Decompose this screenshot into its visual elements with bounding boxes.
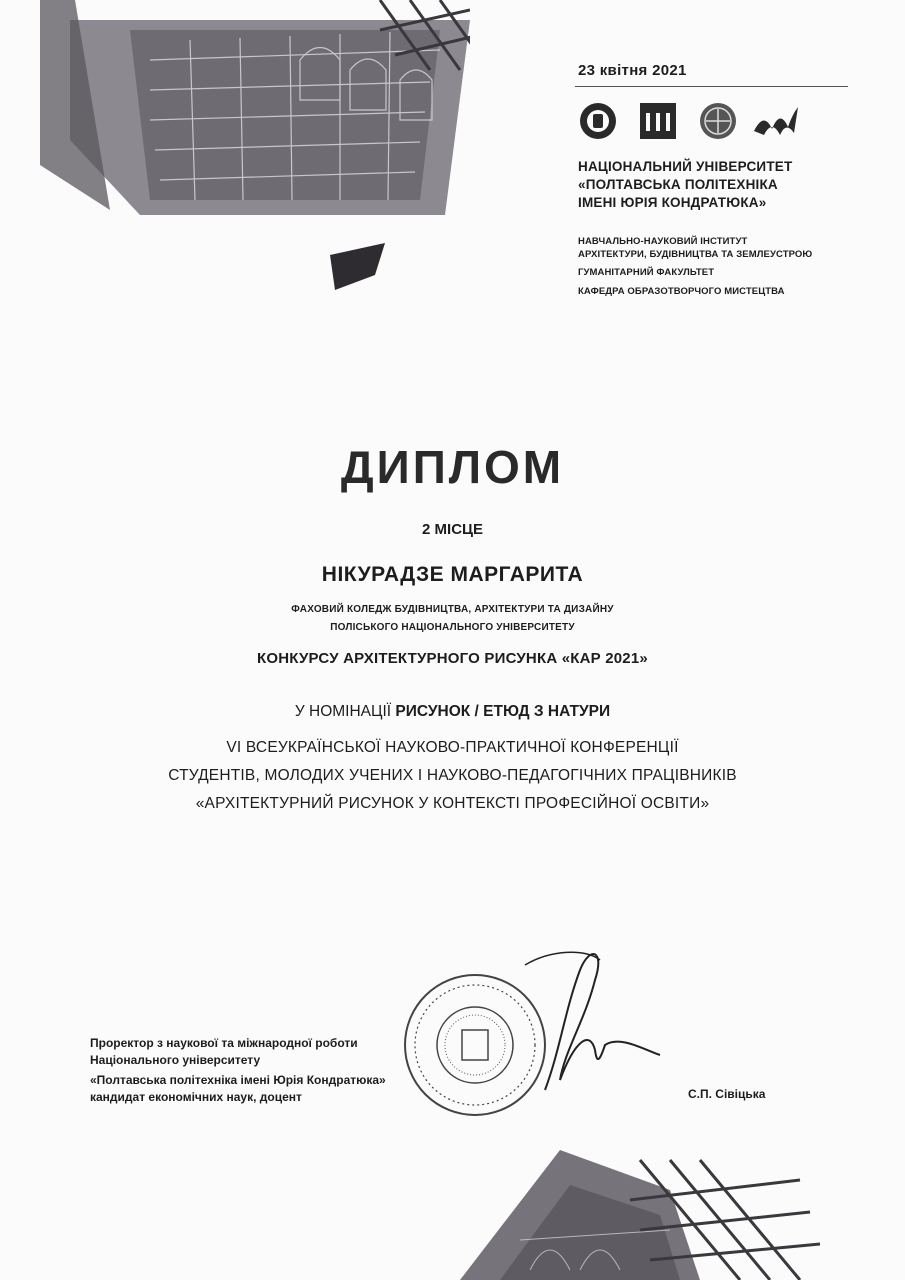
signature-mark bbox=[505, 940, 665, 1100]
institution-line-2: ПОЛІСЬКОГО НАЦІОНАЛЬНОГО УНІВЕРСИТЕТУ bbox=[330, 622, 575, 633]
date-divider bbox=[575, 86, 848, 87]
institute-line-2: АРХІТЕКТУРИ, БУДІВНИЦТВА ТА ЗЕМЛЕУСТРОЮ bbox=[578, 249, 813, 260]
faculty-name: ГУМАНІТАРНИЙ ФАКУЛЬТЕТ bbox=[578, 267, 715, 278]
vitruvian-logo bbox=[698, 101, 738, 141]
signer-name: С.П. Сівіцька bbox=[688, 1087, 766, 1101]
recipient-name: НІКУРАДЗЕ МАРГАРИТА bbox=[321, 563, 584, 586]
award-place: 2 МІСЦЕ bbox=[422, 521, 483, 538]
conference-line-3: «АРХІТЕКТУРНИЙ РИСУНОК У КОНТЕКСТІ ПРОФЕСІЙНОЇ ОСВІТИ» bbox=[195, 795, 710, 812]
nomination-line bbox=[0, 703, 905, 721]
crest-logo bbox=[578, 101, 618, 141]
institution-line-1: ФАХОВИЙ КОЛЕДЖ БУДІВНИЦТВА, АРХІТЕКТУРИ ТА ДИЗАЙНУ bbox=[291, 604, 614, 615]
brush-logo bbox=[750, 101, 800, 141]
signer-position-line-2: Національного університету bbox=[90, 1053, 261, 1067]
document-date: 23 квітня 2021 bbox=[578, 62, 687, 79]
columns-logo bbox=[638, 101, 678, 141]
university-line-2: «ПОЛТАВСЬКА ПОЛІТЕХНІКА bbox=[578, 177, 778, 192]
nomination-prefix: У НОМІНАЦІЇ bbox=[294, 703, 392, 720]
nomination-title: РИСУНОК / ЕТЮД З НАТУРИ bbox=[395, 703, 611, 720]
signer-position-line-1: Проректор з наукової та міжнародної роботи bbox=[90, 1036, 358, 1050]
diploma-title: ДИПЛОМ bbox=[340, 441, 565, 493]
signer-position-line-3: «Полтавська політехніка імені Юрія Кондратюка» bbox=[90, 1073, 386, 1087]
signer-position-line-4: кандидат економічних наук, доцент bbox=[90, 1090, 302, 1104]
department-name: КАФЕДРА ОБРАЗОТВОРЧОГО МИСТЕЦТВА bbox=[578, 286, 785, 297]
university-line-3: ІМЕНІ ЮРІЯ КОНДРАТЮКА» bbox=[578, 195, 767, 210]
university-line-1: НАЦІОНАЛЬНИЙ УНІВЕРСИТЕТ bbox=[578, 159, 793, 174]
conference-line-1: VI ВСЕУКРАЇНСЬКОЇ НАУКОВО-ПРАКТИЧНОЇ КОНФЕРЕНЦІЇ bbox=[226, 739, 679, 756]
institute-line-1: НАВЧАЛЬНО-НАУКОВИЙ ІНСТИТУТ bbox=[578, 236, 748, 247]
contest-name: КОНКУРСУ АРХІТЕКТУРНОГО РИСУНКА «КАР 2021» bbox=[257, 650, 648, 667]
top-architecture-decoration bbox=[0, 0, 470, 300]
bottom-architecture-decoration bbox=[440, 1120, 840, 1280]
conference-line-2: СТУДЕНТІВ, МОЛОДИХ УЧЕНИХ І НАУКОВО-ПЕДАГОГІЧНИХ ПРАЦІВНИКІВ bbox=[168, 767, 737, 784]
